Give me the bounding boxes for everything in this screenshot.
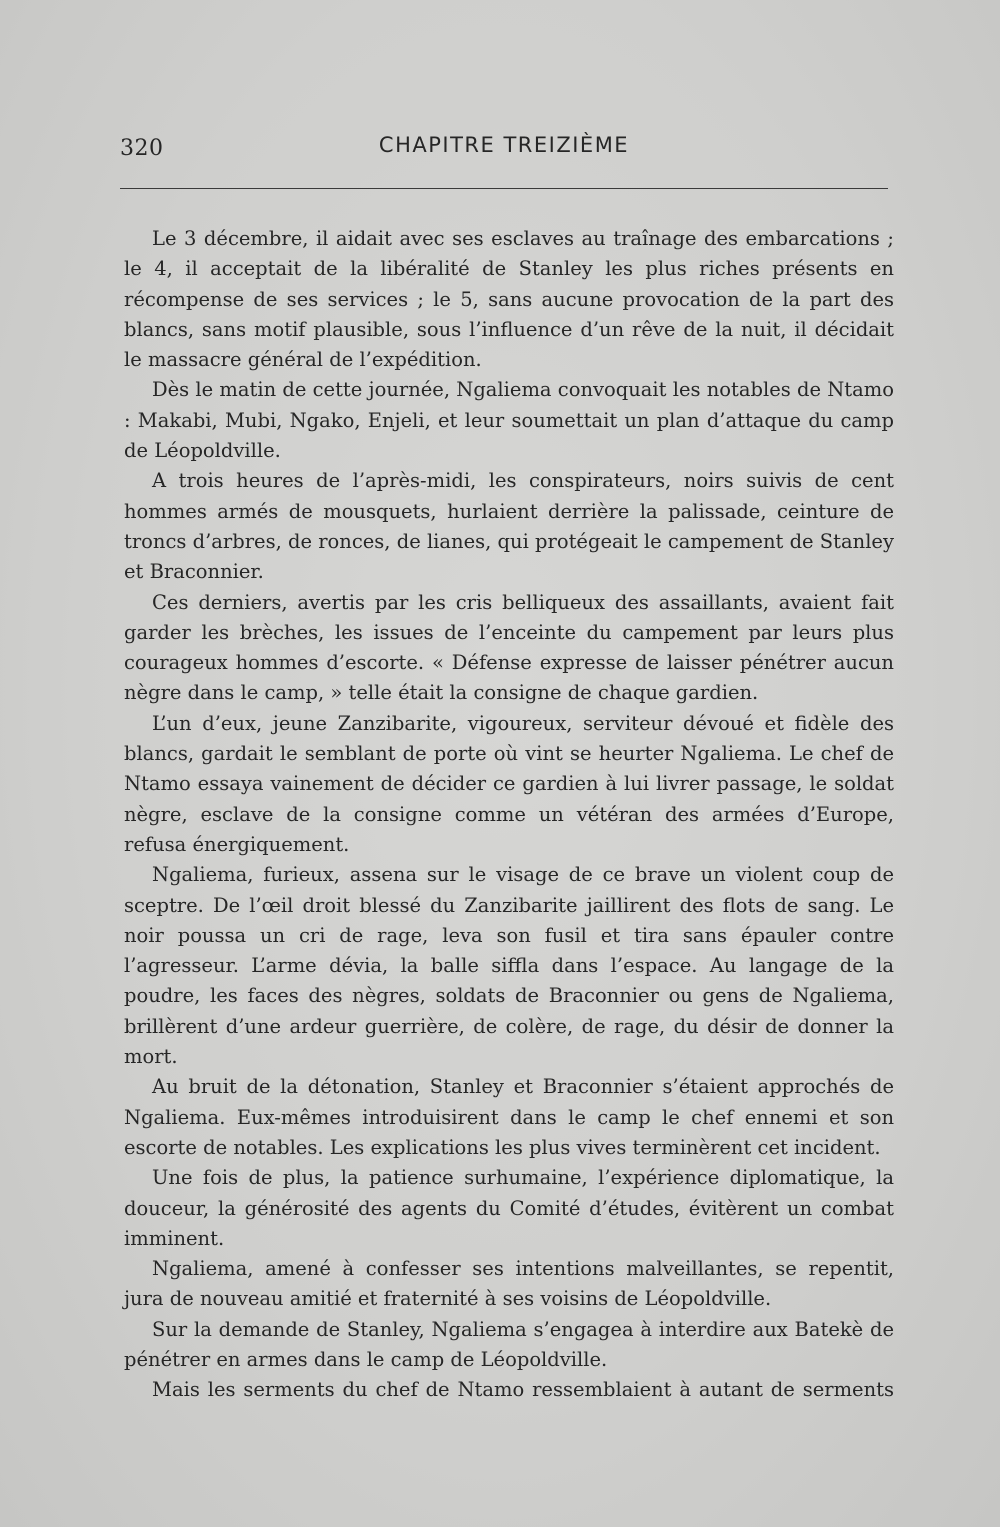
paragraph: Dès le matin de cette journée, Ngaliema convoquait les notables de Ntamo : Makabi, Mubi, Ngako, Enjeli, et leur soumettait un plan d’attaque du camp de Léopoldville. (124, 378, 894, 463)
paragraph: Une fois de plus, la patience surhumaine, l’expérience diplomatique, la douceur, la générosité des agents du Comité d’études, évitèrent un combat imminent. (124, 1166, 894, 1250)
running-head: CHAPITRE TREIZIÈME (378, 133, 630, 157)
page-header (120, 133, 888, 167)
page-number: 320 (120, 136, 164, 161)
paragraph: Ngaliema, amené à confesser ses intentions malveillantes, se repentit, jura de nouveau amitié et fraternité à ses voisins de Léopoldville. (124, 1257, 894, 1311)
paragraph: Le 3 décembre, il aidait avec ses esclaves au traînage des embarcations ; le 4, il acceptait de la libéralité de Stanley les plus riches présents en récompense de ses services ; le 5, sans aucune provocation de la part des blancs, sans motif plausible, sous l’influence d’un rêve de la nuit, il décidait le massacre général de l’expédition. (124, 227, 894, 372)
paragraph: Ngaliema, furieux, assena sur le visage de ce brave un violent coup de sceptre. De l’œil droit blessé du Zanzibarite jaillirent des flots de sang. Le noir poussa un cri de rage, leva son fusil et tira sans épauler contre l’agresseur. L’arme dévia, la balle siffla dans l’espace. Au langage de la poudre, les faces des nègres, soldats de Braconnier ou gens de Ngaliema, brillèrent d’une ardeur guerrière, de colère, de rage, du désir de donner la mort. (124, 863, 894, 1069)
body-text (124, 224, 894, 1406)
paragraph-continued: Mais les serments du chef de Ntamo ressemblaient à autant de serments (152, 1378, 894, 1402)
paragraph: Ces derniers, avertis par les cris belliqueux des assaillants, avaient fait garder les brèches, les issues de l’enceinte du campement par leurs plus courageux hommes d’escorte. « Défense expresse de laisser pénétrer aucun nègre dans le camp, » telle était la consigne de chaque gardien. (124, 590, 894, 705)
paragraph: Sur la demande de Stanley, Ngaliema s’engagea à interdire aux Batekè de pénétrer en armes dans le camp de Léopoldville. (124, 1317, 894, 1371)
header-rule (120, 188, 888, 189)
paragraph: L’un d’eux, jeune Zanzibarite, vigoureux, serviteur dévoué et fidèle des blancs, gardait le semblant de porte où vint se heurter Ngaliema. Le chef de Ntamo essaya vainement de décider ce gardien à lui livrer passage, le soldat nègre, esclave de la consigne comme un vétéran des armées d’Europe, refusa énergiquement. (124, 711, 894, 856)
paragraph: A trois heures de l’après-midi, les conspirateurs, noirs suivis de cent hommes armés de mousquets, hurlaient derrière la palissade, ceinture de troncs d’arbres, de ronces, de lianes, qui protégeait le campement de Stanley et Braconnier. (124, 469, 894, 584)
paragraph: Au bruit de la détonation, Stanley et Braconnier s’étaient approchés de Ngaliema. Eux-mêmes introduisirent dans le camp le chef ennemi et son escorte de notables. Les explications les plus vives terminèrent cet incident. (124, 1075, 894, 1159)
